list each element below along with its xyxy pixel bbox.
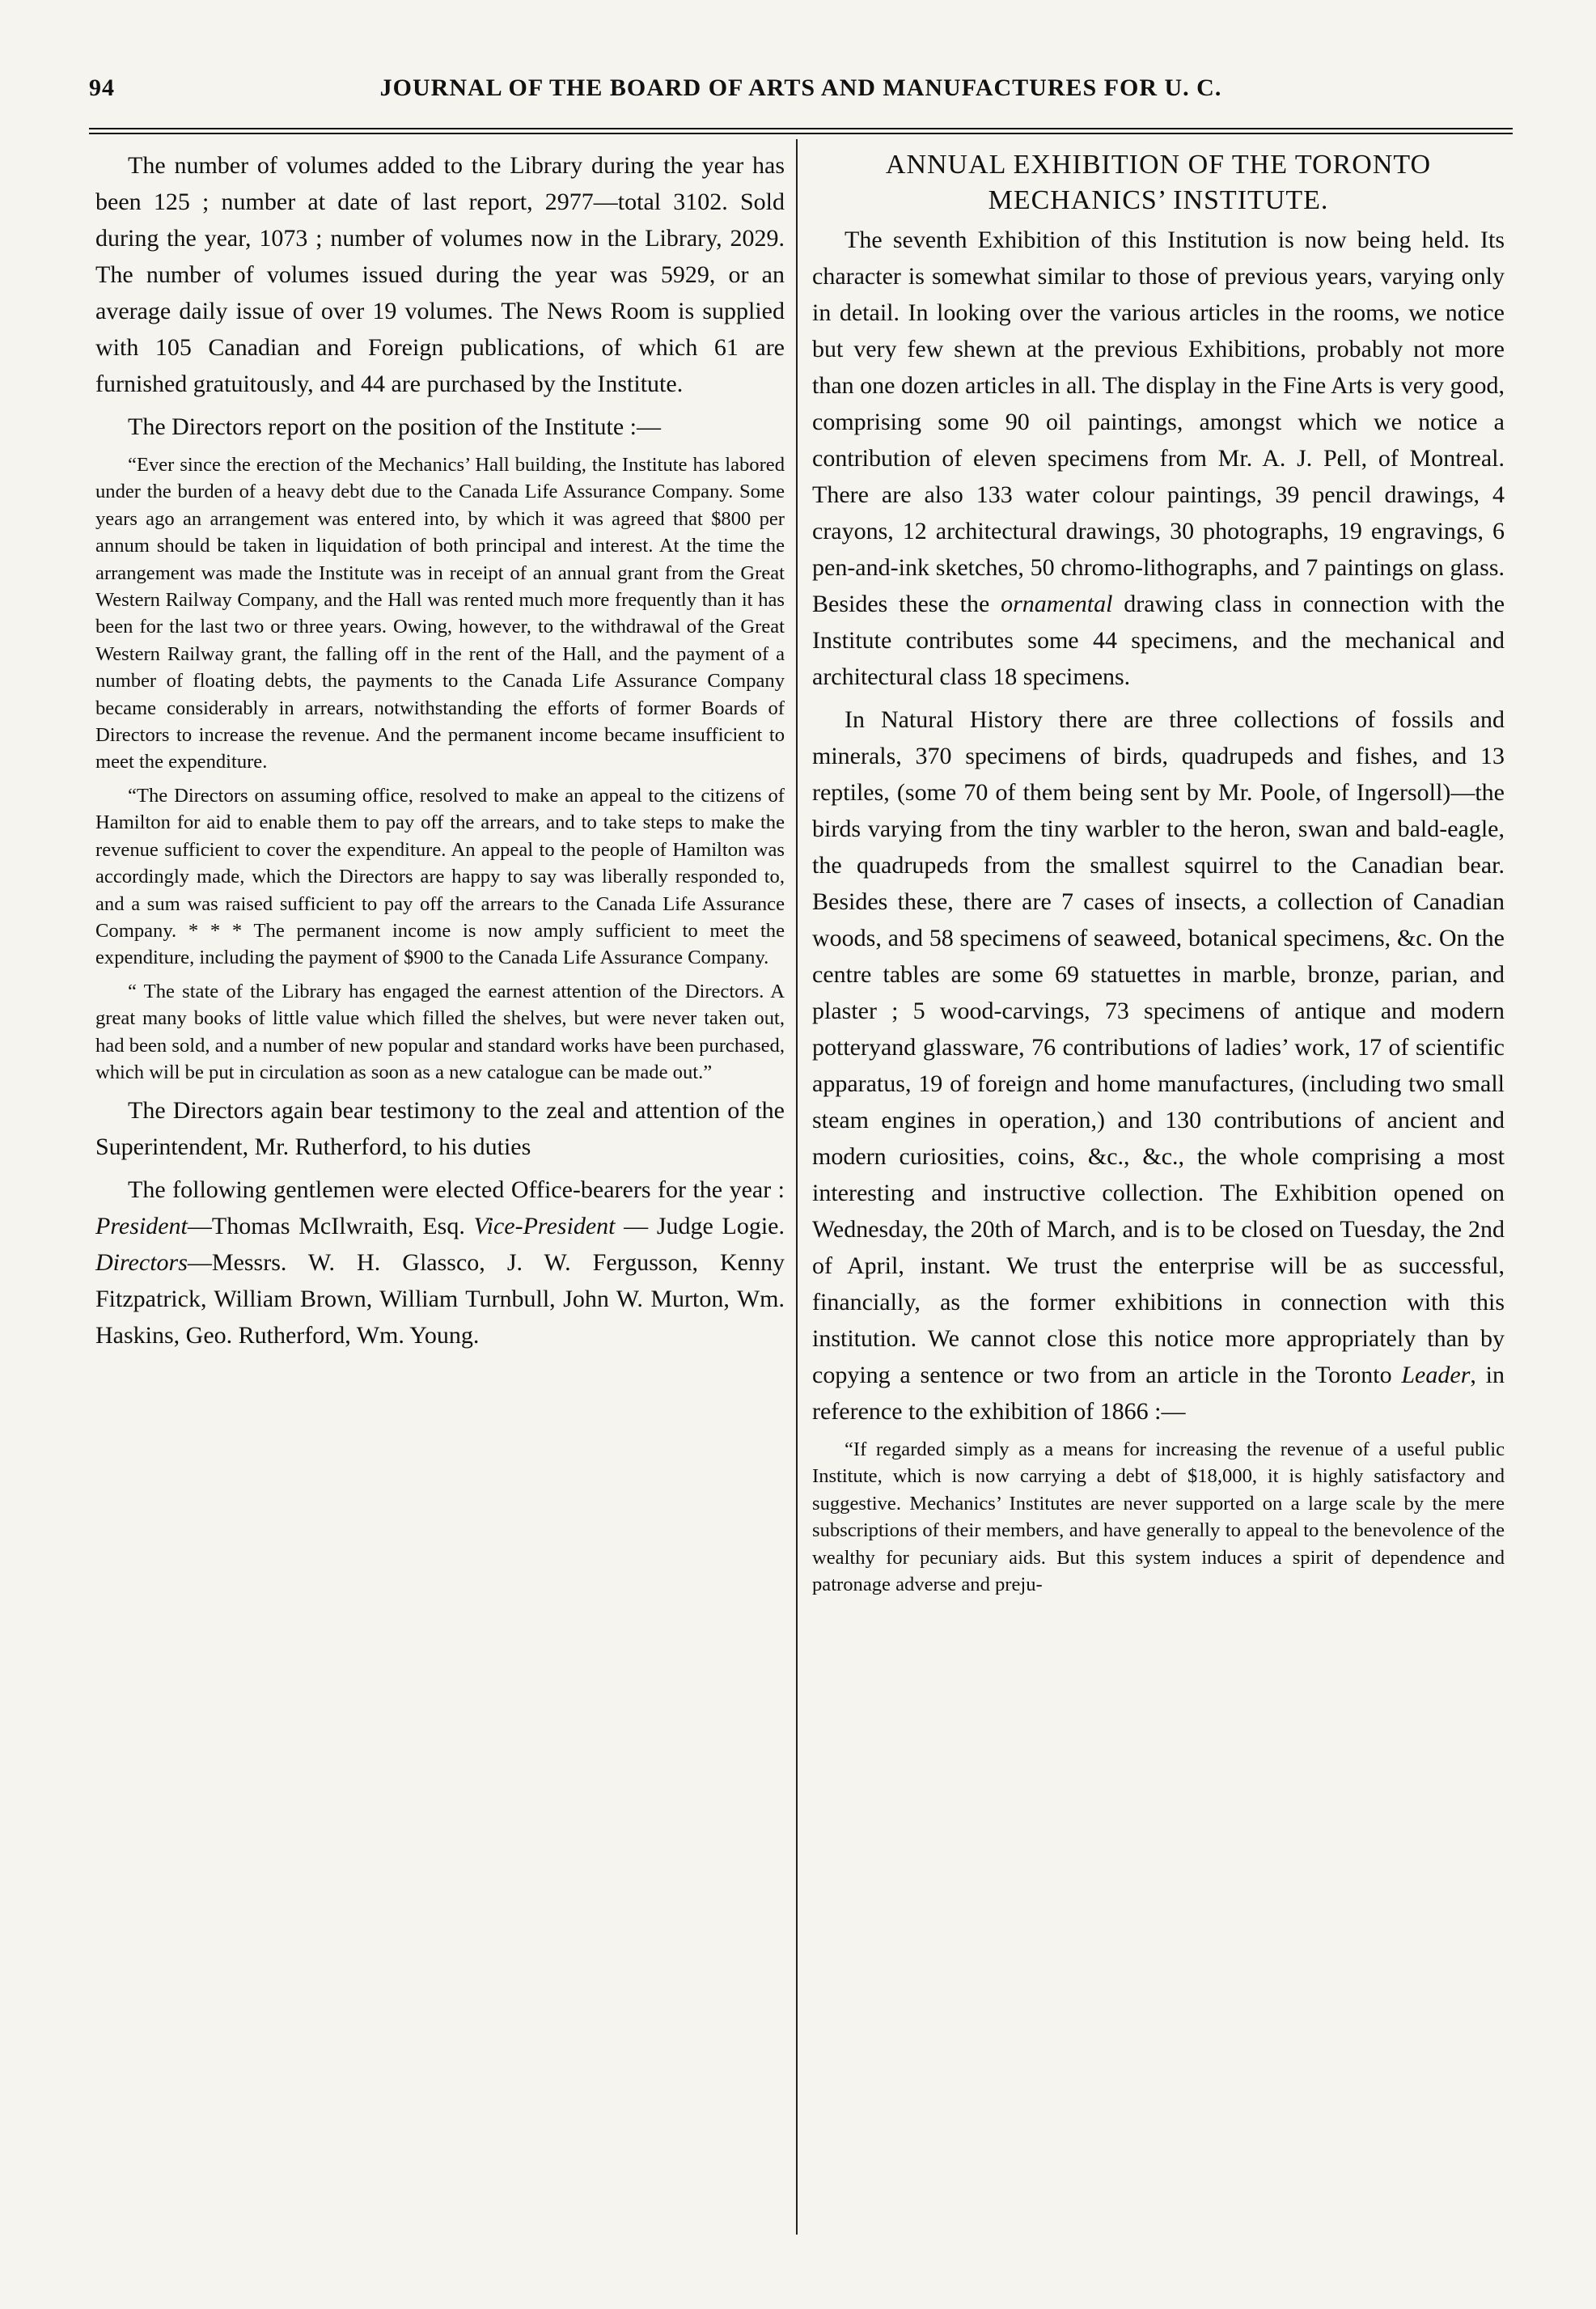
office-bearers-intro: The following gentlemen were elected Office-bearers for the year : [128, 1176, 785, 1204]
journal-title: JOURNAL OF THE BOARD OF ARTS AND MANUFACTURES FOR U. C. [379, 74, 1222, 101]
natural-history-paragraph [812, 701, 1505, 1430]
report-quote-debt: “Ever since the erection of the Mechanics’ Hall building, the Institute has labored under the burden of a heavy debt due to the Canada Life Assurance Company. Some years ago an arrangement was entered into, by which it was agreed that $800 per annum should be taken in liquidation of both principal and interest. At the time the arrangement was made the Institute was in receipt of an annual grant from the Great Western Railway Company, and the Hall was rented much more frequently than it has been for the last two or three years. Owing, however, to the withdrawal of the Great Western Railway grant, the falling off in the rent of the Hall, and the payment of a number of floating debts, the payments to the Canada Life Assurance Company became considerably in arrears, notwithstanding the efforts of former Boards of Directors to increase the revenue. And the permanent income became insufficient to meet the expenditure. [95, 454, 785, 773]
superintendent-paragraph: The Directors again bear testimony to the zeal and attention of the Superintendent, Mr. Rutherford, to his duties [95, 1097, 785, 1161]
header-rule-top [89, 128, 1513, 129]
president-label: President [95, 1213, 188, 1240]
vice-president-name: — Judge Logie. [624, 1213, 785, 1240]
ornamental-word: ornamental [1001, 591, 1113, 617]
article-title-line-2: MECHANICS’ INSTITUTE. [988, 185, 1329, 215]
natural-history-text-end: , in reference to the exhibition of 1866 :— [812, 1362, 1505, 1425]
report-quote-library: “ The state of the Library has engaged the earnest attention of the Directors. A great many books of little value which filled the shelves, but were never taken out, had been sold, and a number of new popular and standard works have been purchased, which will be put in circulation as soon as a new catalogue can be made out.” [95, 980, 785, 1083]
exhibition-paragraph [812, 222, 1505, 695]
exhibition-text: The seventh Exhibition of this Institution is now being held. Its character is somewhat similar to those of previous years, varying only in detail. In looking over the various articles in the rooms, we notice but very few shewn at the previous Exhibitions, probably not more than one dozen articles in all. The display in the Fine Arts is very good, comprising some 90 oil paintings, amongst which we notice a contribution of eleven specimens from Mr. A. J. Pell, of Montreal. There are also 133 water colour paintings, 39 pencil drawings, 4 crayons, 12 architectural drawings, 30 photographs, 19 engravings, 6 pen-and-ink sketches, 50 chromo-lithographs, and 7 paintings on glass. Besides these the [812, 227, 1505, 617]
natural-history-text: In Natural History there are three collections of fossils and minerals, 370 specimens of birds, quadrupeds and fishes, and 13 reptiles, (some 70 of them being sent by Mr. Poole, of Ingersoll)—the birds varying from the tiny warbler to the heron, swan and bald-eagle, the quadrupeds from the smallest squirrel to the Canadian bear. Besides these, there are 7 cases of insects, a collection of Canadian woods, and 58 specimens of seaweed, botanical specimens, &c. On the centre tables are some 69 statuettes in marble, bronze, parian, and plaster ; 5 wood-carvings, 73 specimens of antique and modern potteryand glassware, 76 contributions of ladies’ work, 17 of scientific apparatus, 19 of foreign and home manufactures, (including two small steam engines in operation,) and 130 contributions of ancient and modern curiosities, coins, &c., &c., the whole comprising a most interesting and instructive collection. The Exhibition opened on Wednesday, the 20th of March, and is to be closed on Tuesday, the 2nd of April, instant. We trust the enterprise will be as successful, financially, as the former exhibitions in connection with this institution. We cannot close this notice more appropriately than by copying a sentence or two from an article in the Toronto [812, 706, 1505, 1388]
office-bearers-paragraph [95, 1171, 785, 1354]
page-number: 94 [89, 74, 115, 101]
directors-names: —Messrs. W. H. Glassco, J. W. Fergusson, Kenny Fitzpatrick, William Brown, William Turnbull, John W. Murton, Wm. Haskins, Geo. Rutherford, Wm. Young. [95, 1249, 785, 1349]
article-title-line-1: ANNUAL EXHIBITION OF THE TORONTO [885, 150, 1432, 180]
library-paragraph: The number of volumes added to the Library during the year has been 125 ; number at date of last report, 2977—total 3102. Sold during the year, 1073 ; number of volumes now in the Library, 2029. The number of volumes issued during the year was 5929, or an average daily issue of over 19 volumes. The News Room is supplied with 105 Canadian and Foreign publications, of which 61 are furnished gratuitously, and 44 are purchased by the Institute. [95, 152, 785, 397]
article-title [812, 147, 1505, 218]
directors-report-intro: The Directors report on the position of the Institute :— [128, 413, 662, 440]
president-name: —Thomas McIlwraith, Esq. [187, 1213, 465, 1240]
directors-label: Directors [95, 1249, 188, 1277]
vice-president-label: Vice-President [473, 1213, 616, 1240]
header-rule-bottom [89, 133, 1513, 134]
report-quote-appeal: “The Directors on assuming office, resolved to make an appeal to the citizens of Hamilton for aid to enable them to pay off the arrears, and to take steps to make the revenue sufficient to cover the expenditure. An appeal to the people of Hamilton was accordingly made, which the Directors are happy to say was liberally responded to, and a sum was raised sufficient to pay off the arrears to the Canada Life Assurance Company. * * * The permanent income is now amply sufficient to meet the expenditure, including the payment of $900 to the Canada Life Assurance Company. [95, 784, 785, 969]
column-divider [796, 139, 798, 2235]
right-column [812, 147, 1505, 1604]
exhibition-text-end: drawing class in connection with the Institute contributes some 44 specimens, and the mechanical and architectural class 18 specimens. [812, 591, 1505, 690]
left-column [95, 147, 785, 1360]
leader-quote: “If regarded simply as a means for increasing the revenue of a useful public Institute, which is now carrying a debt of $18,000, it is highly satisfactory and suggestive. Mechanics’ Institutes are never supported on a large scale by the mere subscriptions of their members, and have generally to appeal to the benevolence of the wealthy for pecuniary aids. But this system induces a spirit of dependence and patronage adverse and preju- [812, 1438, 1505, 1596]
leader-word: Leader [1401, 1362, 1471, 1388]
running-header [89, 74, 1513, 115]
